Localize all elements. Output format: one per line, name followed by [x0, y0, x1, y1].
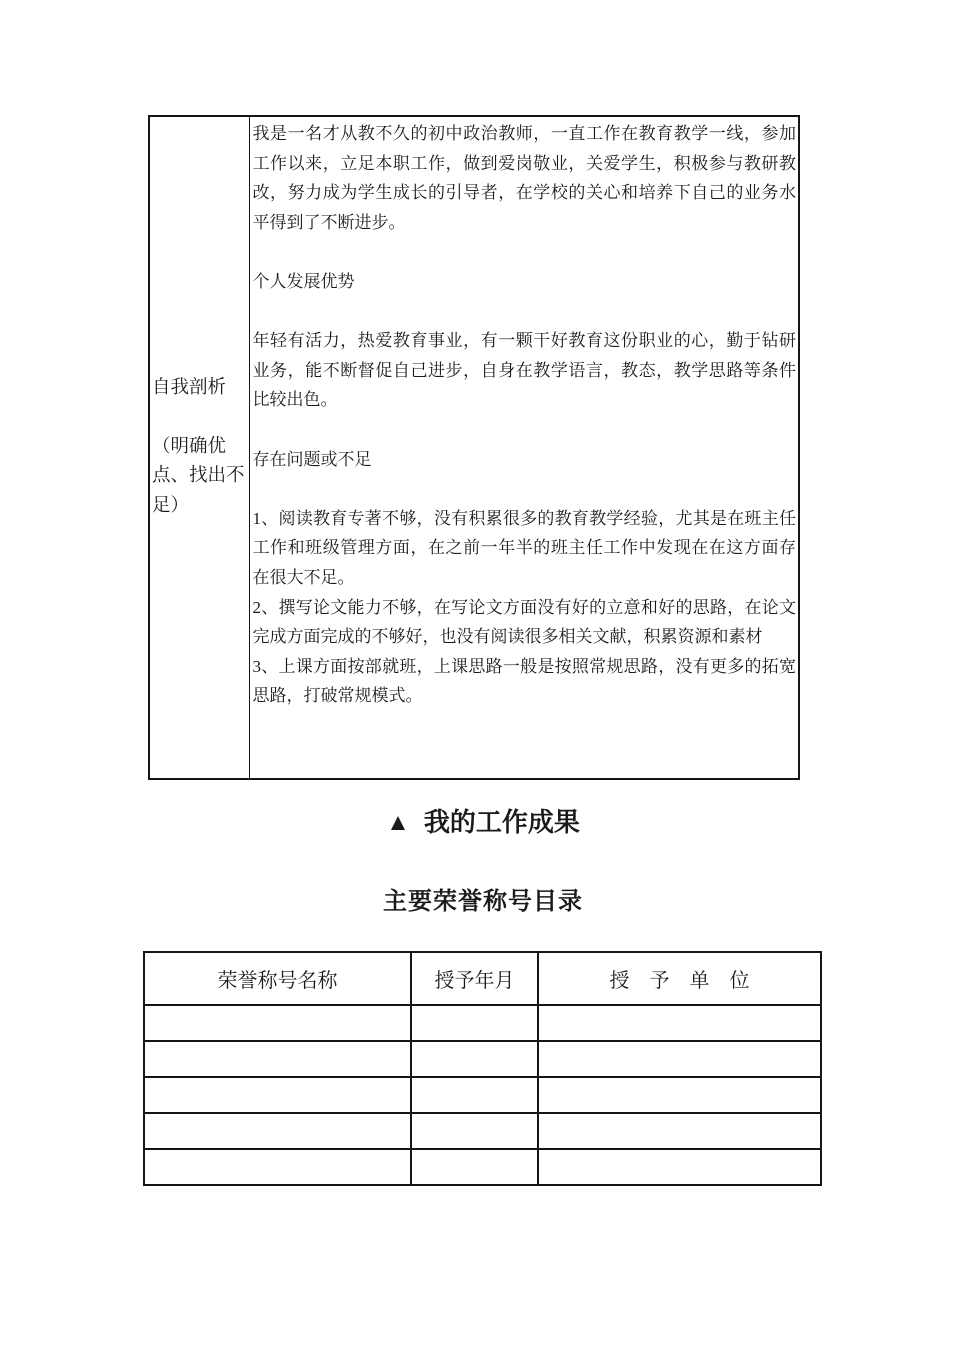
section-heading	[148, 805, 818, 842]
table-row	[144, 1149, 821, 1185]
text-paragraph: 3、上课方面按部就班，上课思路一般是按照常规思路，没有更多的拓宽思路，打破常规模式。	[252, 656, 796, 706]
table-row	[144, 1005, 821, 1041]
blank-line	[152, 403, 249, 433]
table-cell	[411, 1041, 538, 1077]
self-analysis-table	[148, 115, 800, 780]
table-row	[144, 1041, 821, 1077]
text-paragraph: 2、撰写论文能力不够，在写论文方面没有好的立意和好的思路，在论文完成方面完成的不够好，也没有阅读很多相关文献，积累资源和素材	[252, 597, 796, 647]
table-cell	[144, 1113, 411, 1149]
table-cell	[538, 1149, 821, 1185]
blank-line	[253, 237, 797, 267]
table-cell	[411, 1113, 538, 1149]
table-row	[149, 116, 799, 779]
table-cell	[538, 1041, 821, 1077]
analysis-content-cell	[249, 116, 799, 779]
section-heading-text: 我的工作成果	[423, 808, 580, 837]
text-paragraph: （明确优点、找出不足）	[152, 436, 245, 516]
table-cell	[411, 1077, 538, 1113]
text-paragraph: 我是一名才从教不久的初中政治教师，一直工作在教育教学一线，参加工作以来，立足本职工作，做到爱岗敬业，关爱学生，积极参与教研教改，努力成为学生成长的引导者，在学校的关心和培养下自己的业务水平得到了不断进步。	[252, 124, 796, 232]
blank-line	[253, 474, 797, 504]
table-cell	[538, 1077, 821, 1113]
table-cell	[144, 1149, 411, 1185]
table-row	[144, 1113, 821, 1149]
analysis-label-cell	[149, 116, 249, 779]
column-header-award-unit: 授 予 单 位	[538, 952, 821, 1005]
triangle-marker-icon: ▲	[386, 810, 410, 836]
table-cell	[538, 1113, 821, 1149]
table-cell	[144, 1077, 411, 1113]
column-header-award-date: 授予年月	[411, 952, 538, 1005]
blank-line	[253, 415, 797, 445]
text-paragraph: 1、阅读教育专著不够，没有积累很多的教育教学经验，尤其是在班主任工作和班级管理方面，在之前一年半的班主任工作中发现在在这方面存在很大不足。	[252, 508, 796, 587]
text-paragraph: 个人发展优势	[252, 271, 355, 291]
subheading: 主要荣誉称号目录	[383, 889, 583, 915]
honors-table-body	[144, 1005, 821, 1185]
table-cell	[538, 1005, 821, 1041]
table-cell	[411, 1005, 538, 1041]
header-row	[144, 952, 821, 1005]
text-paragraph: 年轻有活力，热爱教育事业，有一颗干好教育这份职业的心，勤于钻研业务，能不断督促自己进步，自身在教学语言，教态，教学思路等条件比较出色。	[252, 331, 796, 410]
column-header-honor-name: 荣誉称号名称	[144, 952, 411, 1005]
blank-line	[253, 297, 797, 327]
table-cell	[144, 1041, 411, 1077]
text-paragraph: 自我剖析	[152, 377, 227, 398]
text-paragraph: 存在问题或不足	[252, 449, 372, 469]
table-cell	[144, 1005, 411, 1041]
table-row	[144, 1077, 821, 1113]
table-cell	[411, 1149, 538, 1185]
honors-table	[143, 951, 822, 1186]
